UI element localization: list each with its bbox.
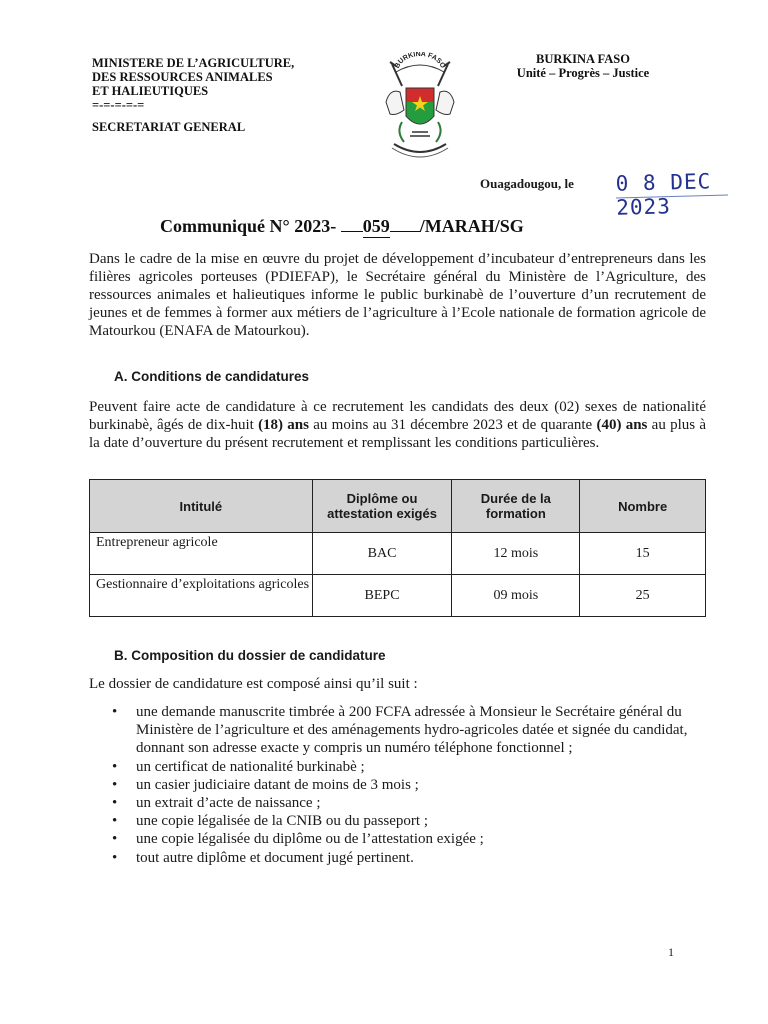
max-age: (40) ans (596, 417, 648, 433)
ministry-header (92, 56, 342, 134)
date-label: Ouagadougou, le (480, 176, 574, 191)
secretariat-label: SECRETARIAT GENERAL (92, 120, 246, 134)
table-cell: Gestionnaire d’exploitations agricoles (90, 575, 313, 617)
list-item (112, 812, 708, 830)
bullet-icon: • (112, 831, 118, 848)
bullet-icon: • (112, 704, 118, 720)
table-cell: 15 (580, 533, 706, 575)
table-cell: 12 mois (452, 533, 580, 575)
list-item-text: une copie légalisée du diplôme ou de l’attestation exigée ; (136, 831, 484, 848)
dossier-intro: Le dossier de candidature est composé ainsi qu’il suit : (89, 676, 418, 692)
conditions-paragraph (89, 398, 706, 452)
list-item-text: une copie légalisée de la CNIB ou du passeport ; (136, 813, 429, 830)
national-motto: Unité – Progrès – Justice (516, 66, 650, 80)
list-item (112, 849, 708, 867)
list-item (112, 830, 708, 848)
bullet-icon: • (112, 795, 118, 812)
table-cell: 09 mois (452, 575, 580, 617)
bullet-icon: • (112, 776, 118, 793)
list-item (112, 758, 708, 776)
min-age: (18) ans (258, 417, 309, 433)
title-blank-line (390, 231, 420, 232)
conditions-text: Peuvent faire acte de candidature à ce recrutement les candidats des deux (02) sexes de nationalité burkinabè, âgés de dix-huit (89, 399, 706, 433)
communique-number: 059 (362, 216, 390, 236)
date-stamp: 0 8 DEC 2023 (615, 169, 712, 220)
list-item (112, 794, 708, 812)
column-header: Intitulé (90, 480, 313, 533)
recruitment-table (89, 479, 706, 617)
list-item-text: une demande manuscrite timbrée à 200 FCFA adressée à Monsieur le Secrétaire général du Ministère de l’agriculture et des aménagements hydro-agricoles datée et signée du candidat, donnant son adresse exacte y compris un numéro téléphone fonctionnel ; (136, 704, 688, 757)
title-blank-line (341, 231, 363, 232)
conditions-text: au plus à la date d’ouverture du présent recrutement et remplissant les conditions particulières. (89, 417, 706, 451)
list-item-text: tout autre diplôme et document jugé pertinent. (136, 849, 414, 866)
intro-paragraph: Dans le cadre de la mise en œuvre du projet de développement d’incubateur d’entrepreneurs dans les filières agricoles porteuses (PDIEFAP), le Secrétaire général du Ministère de l’Agriculture, des ressources animales et halieutiques informe le public burkinabè de l’ouverture d’un recrutement de jeunes et de femmes à former aux métiers de l’agriculture à l’Ecole nationale de formation agricole de Matourkou (ENAFA de Matourkou). (89, 251, 706, 339)
bullet-icon: • (112, 813, 118, 830)
ministry-line: ET HALIEUTIQUES (92, 84, 209, 98)
table-cell: Entrepreneur agricole (90, 533, 313, 575)
list-item-text: un extrait d’acte de naissance ; (136, 795, 321, 812)
column-header: Diplôme ou attestation exigés (312, 480, 452, 533)
country-name: BURKINA FASO (536, 52, 630, 66)
crest-banner-text: BURKINA FASO (393, 52, 447, 70)
bullet-icon: • (112, 849, 118, 866)
section-b-heading: B. Composition du dossier de candidature (114, 648, 386, 663)
table-header-row (90, 480, 706, 533)
page-number: 1 (668, 945, 674, 959)
dossier-list (112, 703, 708, 867)
column-header: Durée de la formation (452, 480, 580, 533)
list-item-text: un certificat de nationalité burkinabè ; (136, 758, 365, 775)
bullet-icon: • (112, 758, 118, 775)
table-row (90, 575, 706, 617)
svg-text:BURKINA FASO (394, 52, 447, 70)
list-item-text: un casier judiciaire datant de moins de 3 mois ; (136, 776, 419, 793)
table-cell: BAC (312, 533, 452, 575)
table-cell: BEPC (312, 575, 452, 617)
national-coat-of-arms (372, 52, 468, 180)
section-a-heading: A. Conditions de candidatures (114, 369, 310, 384)
date-line (480, 169, 750, 220)
country-header (478, 52, 688, 80)
list-item (112, 776, 708, 794)
table-cell: 25 (580, 575, 706, 617)
header-separator: =-=-=-=-= (92, 98, 145, 112)
coat-of-arms-icon (372, 52, 468, 180)
title-suffix: /MARAH/SG (419, 216, 524, 236)
conditions-text: au moins au 31 décembre 2023 et de quarante (309, 417, 597, 433)
ministry-line: DES RESSOURCES ANIMALES (92, 70, 273, 84)
communique-title (160, 216, 630, 238)
title-prefix: Communiqué N° 2023- (160, 216, 341, 236)
list-item (112, 703, 708, 758)
column-header: Nombre (580, 480, 706, 533)
ministry-line: MINISTERE DE L’AGRICULTURE, (92, 56, 295, 70)
table-row (90, 533, 706, 575)
